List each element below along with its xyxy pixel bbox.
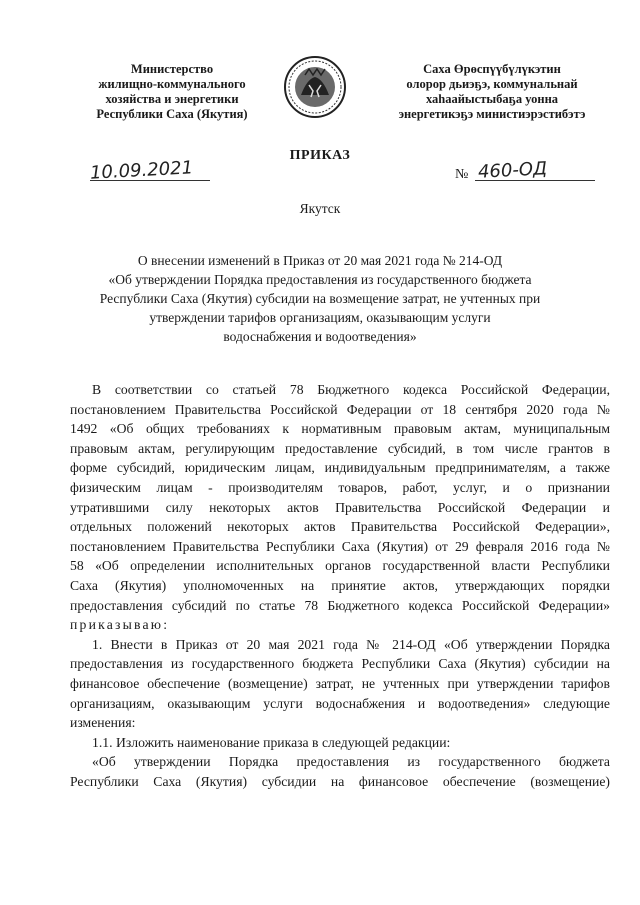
body-line: Республики Саха (Якутия) субсидии на финансовое обеспечение (возмещение) — [70, 773, 610, 789]
ministry-line: хозяйства и энергетики — [105, 92, 239, 106]
subject-line: утверждении тарифов организациям, оказывающим услуги — [149, 310, 491, 325]
city-name: Якутск — [299, 201, 341, 216]
ministry-line: Саха Өрөспүүбүлүкэтин — [423, 62, 561, 76]
handwritten-date: 10.09.2021 — [89, 157, 194, 184]
ministry-line: олорор дьиэҕэ, коммунальнай — [406, 77, 578, 91]
body-line: изменения: — [70, 715, 136, 731]
ministry-line: жилищно-коммунального — [98, 77, 246, 91]
body-line: «Об утверждении Порядка предоставления из государственного бюджета — [92, 754, 610, 770]
body-line: физическим лицам - производителям товаров, работ, услуг, и о признании — [70, 479, 610, 495]
order-subject — [70, 251, 570, 346]
subject-line: Республики Саха (Якутия) субсидии на возмещение затрат, не учтенных при — [99, 291, 541, 306]
body-line: организациям, оказывающим услуги водоснабжения и водоотведения» следующие — [70, 695, 610, 711]
body-line: правовым актам, регулирующим предоставление субсидий, в том числе грантов в — [70, 440, 610, 456]
number-sign: № — [455, 167, 469, 182]
subject-line: О внесении изменений в Приказ от 20 мая 2021 года № 214-ОД — [137, 253, 503, 268]
ministry-line: Республики Саха (Якутия) — [96, 107, 248, 121]
body-line: предоставления субсидий по статье 78 Бюджетного кодекса Российской Федерации» — [70, 597, 610, 613]
body-line: 58 «Об определении исполнительных органов государственной власти Республики — [70, 558, 610, 574]
ministry-name-russian — [72, 62, 272, 122]
body-line-order-word: приказываю: — [70, 617, 170, 633]
ministry-name-sakha — [372, 62, 612, 122]
document-title: ПРИКАЗ — [289, 148, 351, 163]
body-line: 1492 «Об общих требованиях к нормативным правовым актам, муниципальным — [70, 421, 610, 437]
ministry-line: Министерство — [130, 62, 214, 76]
ministry-line: хаһаайыстыбаҕа уонна — [425, 92, 559, 106]
subject-line: «Об утверждении Порядка предоставления из государственного бюджета — [108, 272, 532, 287]
body-line: 1.1. Изложить наименование приказа в следующей редакции: — [92, 734, 451, 750]
body-line: В соответствии со статьей 78 Бюджетного кодекса Российской Федерации, — [92, 382, 610, 397]
body-line: Саха (Якутия) уполномоченных на принятие актов, утверждающих порядки — [70, 577, 610, 593]
handwritten-order-number: 460-ОД — [477, 158, 548, 183]
body-line: 1. Внести в Приказ от 20 мая 2021 года № 214-ОД «Об утверждении Порядка — [92, 636, 610, 652]
subject-line: водоснабжения и водоотведения» — [223, 329, 417, 344]
coat-of-arms-emblem — [283, 55, 347, 119]
body-line: отдельных положений некоторых актов Правительства Российской Федерации», — [70, 519, 610, 535]
date-underline — [90, 180, 210, 181]
body-line: предоставления из государственного бюджета Республики Саха (Якутия) субсидии на — [70, 656, 610, 672]
number-underline — [475, 180, 595, 181]
body-line: постановлением Правительства Республики Саха (Якутия) от 29 февраля 2016 года № — [70, 538, 610, 554]
order-body — [70, 380, 610, 791]
body-line: финансовое обеспечение (возмещение) затрат, не учтенных при утверждении тарифов — [70, 675, 610, 691]
ministry-line: энергетикэҕэ министиэрэстибэтэ — [398, 107, 586, 121]
body-line: утратившими силу некоторых актов Правительства Российской Федерации и — [70, 499, 610, 515]
body-line: постановлением Правительства Российской Федерации от 18 сентября 2020 года № — [70, 401, 610, 417]
body-line: форме субсидий, юридическим лицам, индивидуальным предпринимателям, а также — [70, 460, 610, 476]
